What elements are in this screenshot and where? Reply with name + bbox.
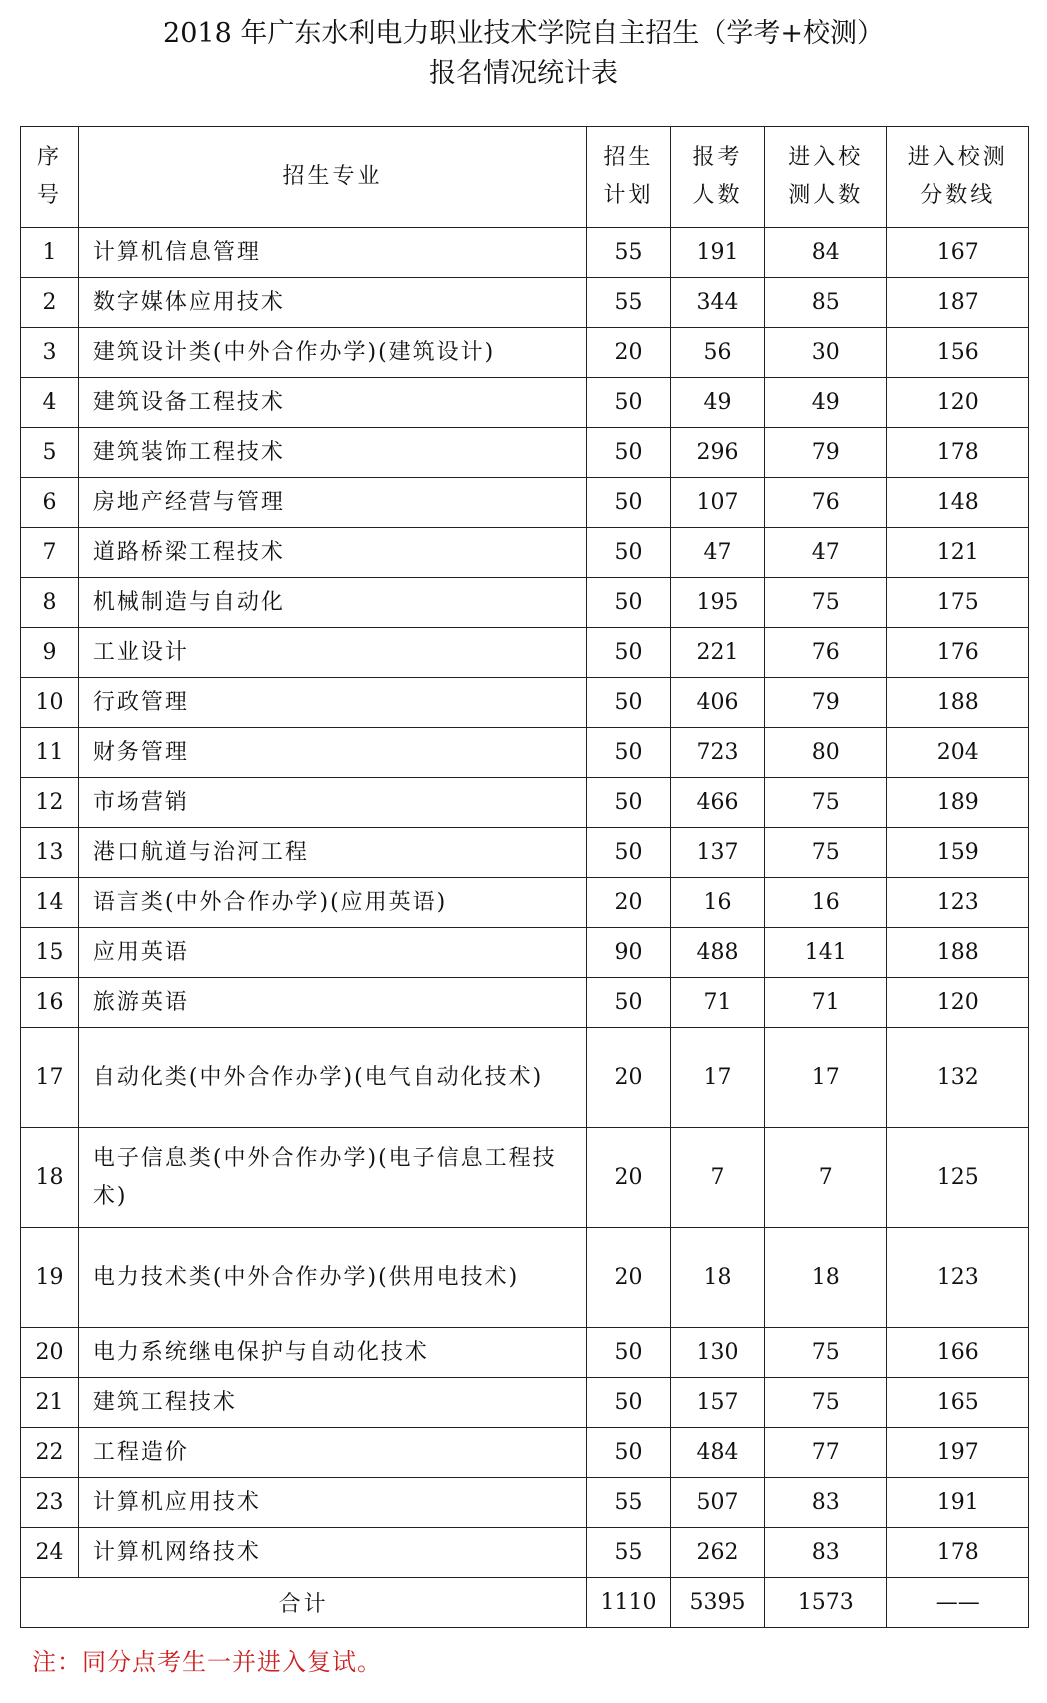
row-admitted: 77 <box>765 1428 887 1478</box>
row-seq: 14 <box>21 878 79 928</box>
row-major: 建筑设计类(中外合作办学)(建筑设计) <box>78 328 586 378</box>
row-plan: 55 <box>587 228 671 278</box>
table-row <box>21 1328 1029 1378</box>
document-subtitle: 报名情况统计表 <box>429 58 618 89</box>
row-applicants: 16 <box>670 878 764 928</box>
row-seq: 9 <box>21 628 79 678</box>
total-plan: 1110 <box>587 1578 671 1628</box>
row-admitted: 47 <box>765 528 887 578</box>
row-admitted: 75 <box>765 778 887 828</box>
table-row <box>21 878 1029 928</box>
row-admitted: 75 <box>765 1378 887 1428</box>
row-admitted: 30 <box>765 328 887 378</box>
row-applicants: 344 <box>670 278 764 328</box>
enrollment-stats-table <box>20 126 1029 1628</box>
row-major: 电子信息类(中外合作办学)(电子信息工程技术) <box>78 1128 586 1228</box>
row-seq: 5 <box>21 428 79 478</box>
row-major: 财务管理 <box>78 728 586 778</box>
row-seq: 23 <box>21 1478 79 1528</box>
row-admitted: 75 <box>765 1328 887 1378</box>
row-major: 工程造价 <box>78 1428 586 1478</box>
row-seq: 17 <box>21 1028 79 1128</box>
row-plan: 50 <box>587 1328 671 1378</box>
table-row <box>21 778 1029 828</box>
row-plan: 55 <box>587 278 671 328</box>
table-row <box>21 1228 1029 1328</box>
row-seq: 2 <box>21 278 79 328</box>
table-row <box>21 978 1029 1028</box>
row-admitted: 80 <box>765 728 887 778</box>
row-score-line: 120 <box>887 978 1029 1028</box>
row-major: 建筑装饰工程技术 <box>78 428 586 478</box>
row-plan: 90 <box>587 928 671 978</box>
row-admitted: 75 <box>765 828 887 878</box>
table-row <box>21 1378 1029 1428</box>
row-score-line: 148 <box>887 478 1029 528</box>
row-seq: 7 <box>21 528 79 578</box>
row-seq: 20 <box>21 1328 79 1378</box>
table-row <box>21 628 1029 678</box>
row-major: 市场营销 <box>78 778 586 828</box>
row-applicants: 71 <box>670 978 764 1028</box>
header-applicants: 报考 人数 <box>670 127 764 228</box>
row-seq: 18 <box>21 1128 79 1228</box>
row-applicants: 137 <box>670 828 764 878</box>
table-row <box>21 228 1029 278</box>
row-seq: 4 <box>21 378 79 428</box>
row-score-line: 178 <box>887 428 1029 478</box>
row-major: 应用英语 <box>78 928 586 978</box>
row-seq: 15 <box>21 928 79 978</box>
row-score-line: 123 <box>887 878 1029 928</box>
row-plan: 20 <box>587 328 671 378</box>
row-applicants: 466 <box>670 778 764 828</box>
document-title: 2018 年广东水利电力职业技术学院自主招生（学考+校测） <box>163 18 884 49</box>
row-admitted: 79 <box>765 428 887 478</box>
table-row <box>21 1028 1029 1128</box>
row-score-line: 167 <box>887 228 1029 278</box>
row-score-line: 132 <box>887 1028 1029 1128</box>
row-applicants: 17 <box>670 1028 764 1128</box>
row-score-line: 187 <box>887 278 1029 328</box>
row-major: 电力系统继电保护与自动化技术 <box>78 1328 586 1378</box>
total-row <box>21 1578 1029 1628</box>
total-admitted: 1573 <box>765 1578 887 1628</box>
row-score-line: 188 <box>887 678 1029 728</box>
row-score-line: 125 <box>887 1128 1029 1228</box>
row-plan: 50 <box>587 1378 671 1428</box>
header-seq: 序 号 <box>21 127 79 228</box>
row-major: 机械制造与自动化 <box>78 578 586 628</box>
row-admitted: 83 <box>765 1478 887 1528</box>
header-plan: 招生 计划 <box>587 127 671 228</box>
row-applicants: 488 <box>670 928 764 978</box>
row-plan: 55 <box>587 1478 671 1528</box>
table-row <box>21 528 1029 578</box>
row-major: 建筑工程技术 <box>78 1378 586 1428</box>
table-header-row <box>21 127 1029 228</box>
header-score-line: 进入校测 分数线 <box>887 127 1029 228</box>
row-plan: 50 <box>587 728 671 778</box>
row-seq: 24 <box>21 1528 79 1578</box>
table-body <box>21 228 1029 1578</box>
table-row <box>21 728 1029 778</box>
row-applicants: 47 <box>670 528 764 578</box>
row-major: 计算机应用技术 <box>78 1478 586 1528</box>
row-applicants: 406 <box>670 678 764 728</box>
row-admitted: 84 <box>765 228 887 278</box>
row-applicants: 191 <box>670 228 764 278</box>
row-admitted: 76 <box>765 628 887 678</box>
total-label: 合计 <box>21 1578 587 1628</box>
row-plan: 50 <box>587 428 671 478</box>
table-row <box>21 428 1029 478</box>
row-applicants: 723 <box>670 728 764 778</box>
row-plan: 50 <box>587 778 671 828</box>
row-admitted: 79 <box>765 678 887 728</box>
row-score-line: 191 <box>887 1478 1029 1528</box>
row-applicants: 130 <box>670 1328 764 1378</box>
table-row <box>21 328 1029 378</box>
table-row <box>21 478 1029 528</box>
row-seq: 10 <box>21 678 79 728</box>
row-applicants: 507 <box>670 1478 764 1528</box>
row-seq: 22 <box>21 1428 79 1478</box>
row-score-line: 166 <box>887 1328 1029 1378</box>
row-plan: 55 <box>587 1528 671 1578</box>
row-major: 行政管理 <box>78 678 586 728</box>
row-applicants: 18 <box>670 1228 764 1328</box>
row-admitted: 76 <box>765 478 887 528</box>
row-admitted: 7 <box>765 1128 887 1228</box>
total-score: —— <box>887 1578 1029 1628</box>
row-major: 旅游英语 <box>78 978 586 1028</box>
row-admitted: 49 <box>765 378 887 428</box>
row-score-line: 175 <box>887 578 1029 628</box>
row-score-line: 178 <box>887 1528 1029 1578</box>
row-plan: 50 <box>587 578 671 628</box>
row-admitted: 17 <box>765 1028 887 1128</box>
row-plan: 50 <box>587 678 671 728</box>
row-applicants: 484 <box>670 1428 764 1478</box>
row-major: 电力技术类(中外合作办学)(供用电技术) <box>78 1228 586 1328</box>
row-major: 计算机信息管理 <box>78 228 586 278</box>
row-admitted: 85 <box>765 278 887 328</box>
row-score-line: 176 <box>887 628 1029 678</box>
row-major: 自动化类(中外合作办学)(电气自动化技术) <box>78 1028 586 1128</box>
row-plan: 50 <box>587 478 671 528</box>
row-plan: 20 <box>587 878 671 928</box>
row-seq: 13 <box>21 828 79 878</box>
row-plan: 20 <box>587 1128 671 1228</box>
row-major: 房地产经营与管理 <box>78 478 586 528</box>
row-score-line: 159 <box>887 828 1029 878</box>
row-major: 港口航道与治河工程 <box>78 828 586 878</box>
row-admitted: 141 <box>765 928 887 978</box>
row-score-line: 197 <box>887 1428 1029 1478</box>
row-plan: 50 <box>587 1428 671 1478</box>
row-major: 建筑设备工程技术 <box>78 378 586 428</box>
row-admitted: 18 <box>765 1228 887 1328</box>
row-seq: 12 <box>21 778 79 828</box>
row-seq: 1 <box>21 228 79 278</box>
row-score-line: 189 <box>887 778 1029 828</box>
row-plan: 50 <box>587 628 671 678</box>
row-admitted: 75 <box>765 578 887 628</box>
table-row <box>21 278 1029 328</box>
table-row <box>21 578 1029 628</box>
table-row <box>21 1528 1029 1578</box>
row-applicants: 7 <box>670 1128 764 1228</box>
row-seq: 3 <box>21 328 79 378</box>
header-admitted: 进入校 测人数 <box>765 127 887 228</box>
row-major: 道路桥梁工程技术 <box>78 528 586 578</box>
footnote: 注：同分点考生一并进入复试。 <box>32 1648 382 1676</box>
row-plan: 50 <box>587 978 671 1028</box>
total-applicants: 5395 <box>670 1578 764 1628</box>
row-plan: 50 <box>587 378 671 428</box>
row-major: 语言类(中外合作办学)(应用英语) <box>78 878 586 928</box>
row-score-line: 188 <box>887 928 1029 978</box>
row-admitted: 16 <box>765 878 887 928</box>
row-admitted: 83 <box>765 1528 887 1578</box>
row-score-line: 120 <box>887 378 1029 428</box>
row-seq: 11 <box>21 728 79 778</box>
row-applicants: 195 <box>670 578 764 628</box>
row-plan: 20 <box>587 1028 671 1128</box>
row-seq: 21 <box>21 1378 79 1428</box>
row-admitted: 71 <box>765 978 887 1028</box>
table-row <box>21 928 1029 978</box>
row-major: 工业设计 <box>78 628 586 678</box>
row-seq: 6 <box>21 478 79 528</box>
row-seq: 19 <box>21 1228 79 1328</box>
row-major: 计算机网络技术 <box>78 1528 586 1578</box>
row-seq: 16 <box>21 978 79 1028</box>
row-applicants: 107 <box>670 478 764 528</box>
row-applicants: 262 <box>670 1528 764 1578</box>
row-score-line: 165 <box>887 1378 1029 1428</box>
row-applicants: 56 <box>670 328 764 378</box>
table-row <box>21 378 1029 428</box>
row-major: 数字媒体应用技术 <box>78 278 586 328</box>
row-score-line: 204 <box>887 728 1029 778</box>
row-plan: 50 <box>587 828 671 878</box>
row-seq: 8 <box>21 578 79 628</box>
row-applicants: 221 <box>670 628 764 678</box>
table-row <box>21 1128 1029 1228</box>
row-score-line: 156 <box>887 328 1029 378</box>
row-applicants: 49 <box>670 378 764 428</box>
row-score-line: 121 <box>887 528 1029 578</box>
table-row <box>21 1478 1029 1528</box>
row-applicants: 296 <box>670 428 764 478</box>
table-row <box>21 678 1029 728</box>
row-applicants: 157 <box>670 1378 764 1428</box>
row-score-line: 123 <box>887 1228 1029 1328</box>
header-major: 招生专业 <box>78 127 586 228</box>
table-row <box>21 828 1029 878</box>
row-plan: 20 <box>587 1228 671 1328</box>
table-row <box>21 1428 1029 1478</box>
row-plan: 50 <box>587 528 671 578</box>
